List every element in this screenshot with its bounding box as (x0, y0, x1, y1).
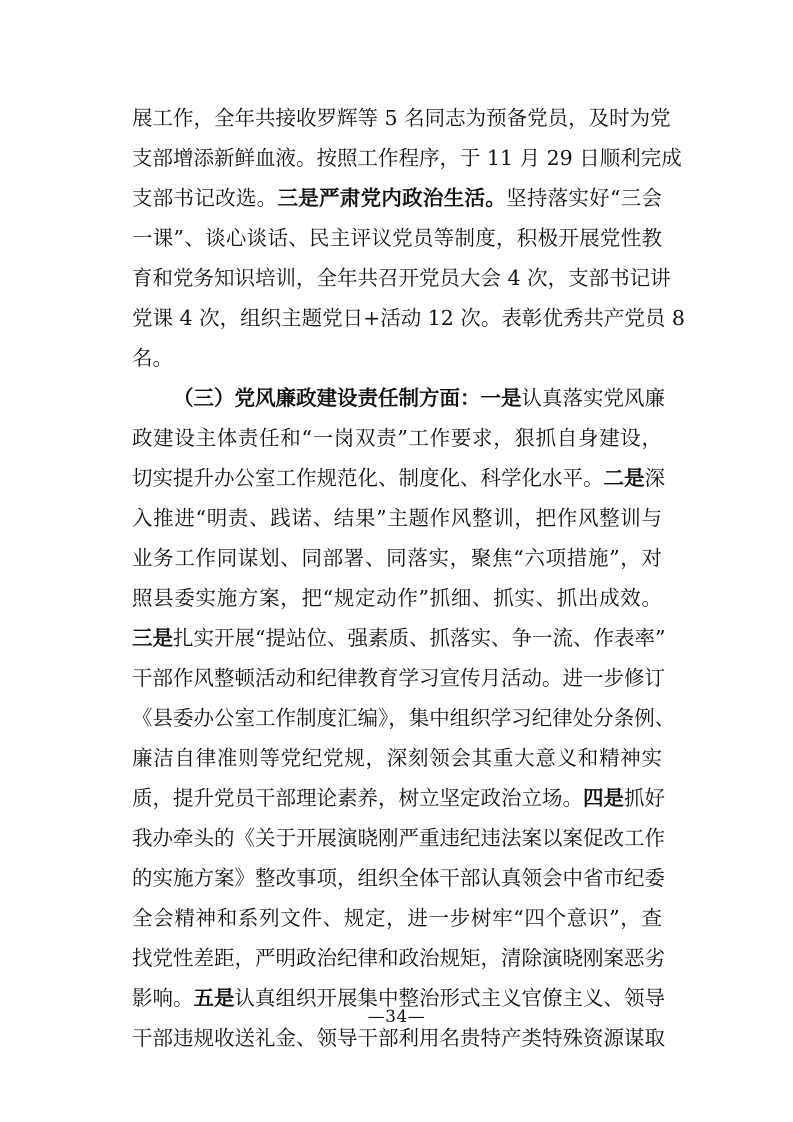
text-line (132, 218, 662, 258)
text-segment: 全会精神和系列文件、规定，进一步树牢“四个意识”，查 (132, 906, 662, 930)
text-line (132, 698, 676, 738)
text-segment: 展工作，全年共接收罗辉等 5 名同志为预备党员，及时为党 (132, 106, 671, 130)
text-line (132, 138, 682, 178)
text-segment: 影响。 (132, 986, 194, 1010)
text-line (132, 258, 671, 298)
text-line (132, 938, 665, 978)
text-segment: 廉洁自律准则等党纪党规，深刻领会其重大意义和精神实 (132, 746, 662, 770)
text-line (132, 538, 662, 578)
text-line (132, 738, 662, 778)
text-segment: 支部增添新鲜血液。按照工作程序，于 11 月 29 日顺利完成 (132, 146, 682, 170)
text-line (132, 658, 665, 698)
text-line (132, 298, 685, 338)
bold-text-segment: 四是 (583, 786, 624, 810)
text-line (132, 178, 662, 218)
text-line (132, 418, 662, 458)
bold-text-segment: 三是 (132, 626, 173, 650)
text-line (132, 98, 671, 138)
text-segment: 我办牵头的《关于开展演晓刚严重违纪违法案以案促改工作 (132, 826, 665, 850)
text-line (132, 618, 666, 658)
text-segment: 坚持落实好“三会 (506, 186, 663, 210)
text-segment: 支部书记改选。 (132, 186, 278, 210)
text-segment: 名。 (132, 346, 173, 370)
text-segment: 抓好 (624, 786, 665, 810)
text-segment: 业务工作同谋划、同部署、同落实，聚焦“六项措施”，对 (132, 546, 662, 570)
text-line (132, 578, 662, 618)
text-line (132, 338, 662, 378)
text-segment: 入推进“明责、践诺、结果”主题作风整训，把作风整训与 (132, 506, 662, 530)
text-segment: 找党性差距，严明政治纪律和政治规矩，清除演晓刚案恶劣 (132, 946, 665, 970)
page-number: —34— (367, 1007, 426, 1027)
bold-text-segment: （三）党风廉政建设责任制方面： (173, 386, 481, 410)
text-segment: 干部作风整顿活动和纪律教育学习宣传月活动。进一步修订 (132, 666, 665, 690)
text-line (132, 458, 665, 498)
text-segment: 切实提升办公室工作规范化、制度化、科学化水平。 (132, 466, 604, 490)
text-segment: 育和党务知识培训，全年共召开党员大会 4 次，支部书记讲 (132, 266, 671, 290)
text-segment: 一课”、谈心谈话、民主评议党员等制度，积极开展党性教 (132, 226, 662, 250)
text-segment: 认真组织开展集中整治形式主义官僚主义、领导 (234, 986, 665, 1010)
bold-text-segment: 五是 (193, 986, 235, 1010)
bold-text-segment: 三是严肃党内政治生活。 (277, 186, 507, 210)
text-line (132, 778, 665, 818)
text-segment: 干部违规收送礼金、领导干部利用名贵特产类特殊资源谋取 (132, 1026, 665, 1050)
text-line (132, 498, 662, 538)
text-line (132, 818, 665, 858)
text-line (132, 378, 665, 418)
text-line (132, 858, 665, 898)
text-segment: 党课 4 次，组织主题党日+活动 12 次。表彰优秀共产党员 8 (132, 306, 685, 330)
bold-text-segment: 二是 (603, 466, 645, 490)
text-line (132, 898, 662, 938)
document-body (132, 98, 685, 1058)
text-segment: 《县委办公室工作制度汇编》，集中组织学习纪律处分条例、 (132, 706, 676, 730)
text-segment: 深 (644, 466, 665, 490)
text-segment: 质，提升党员干部理论素养，树立坚定政治立场。 (132, 786, 583, 810)
bold-text-segment: 一是 (480, 386, 522, 410)
text-segment: 认真落实党风廉 (521, 386, 665, 410)
text-segment: 扎实开展“提站位、强素质、抓落实、争一流、作表率” (173, 626, 666, 650)
text-segment: 政建设主体责任和“一岗双责”工作要求，狠抓自身建设， (132, 426, 662, 450)
text-segment: 的实施方案》整改事项，组织全体干部认真领会中省市纪委 (132, 866, 665, 890)
text-segment: 照县委实施方案，把“规定动作”抓细、抓实、抓出成效。 (132, 586, 662, 610)
